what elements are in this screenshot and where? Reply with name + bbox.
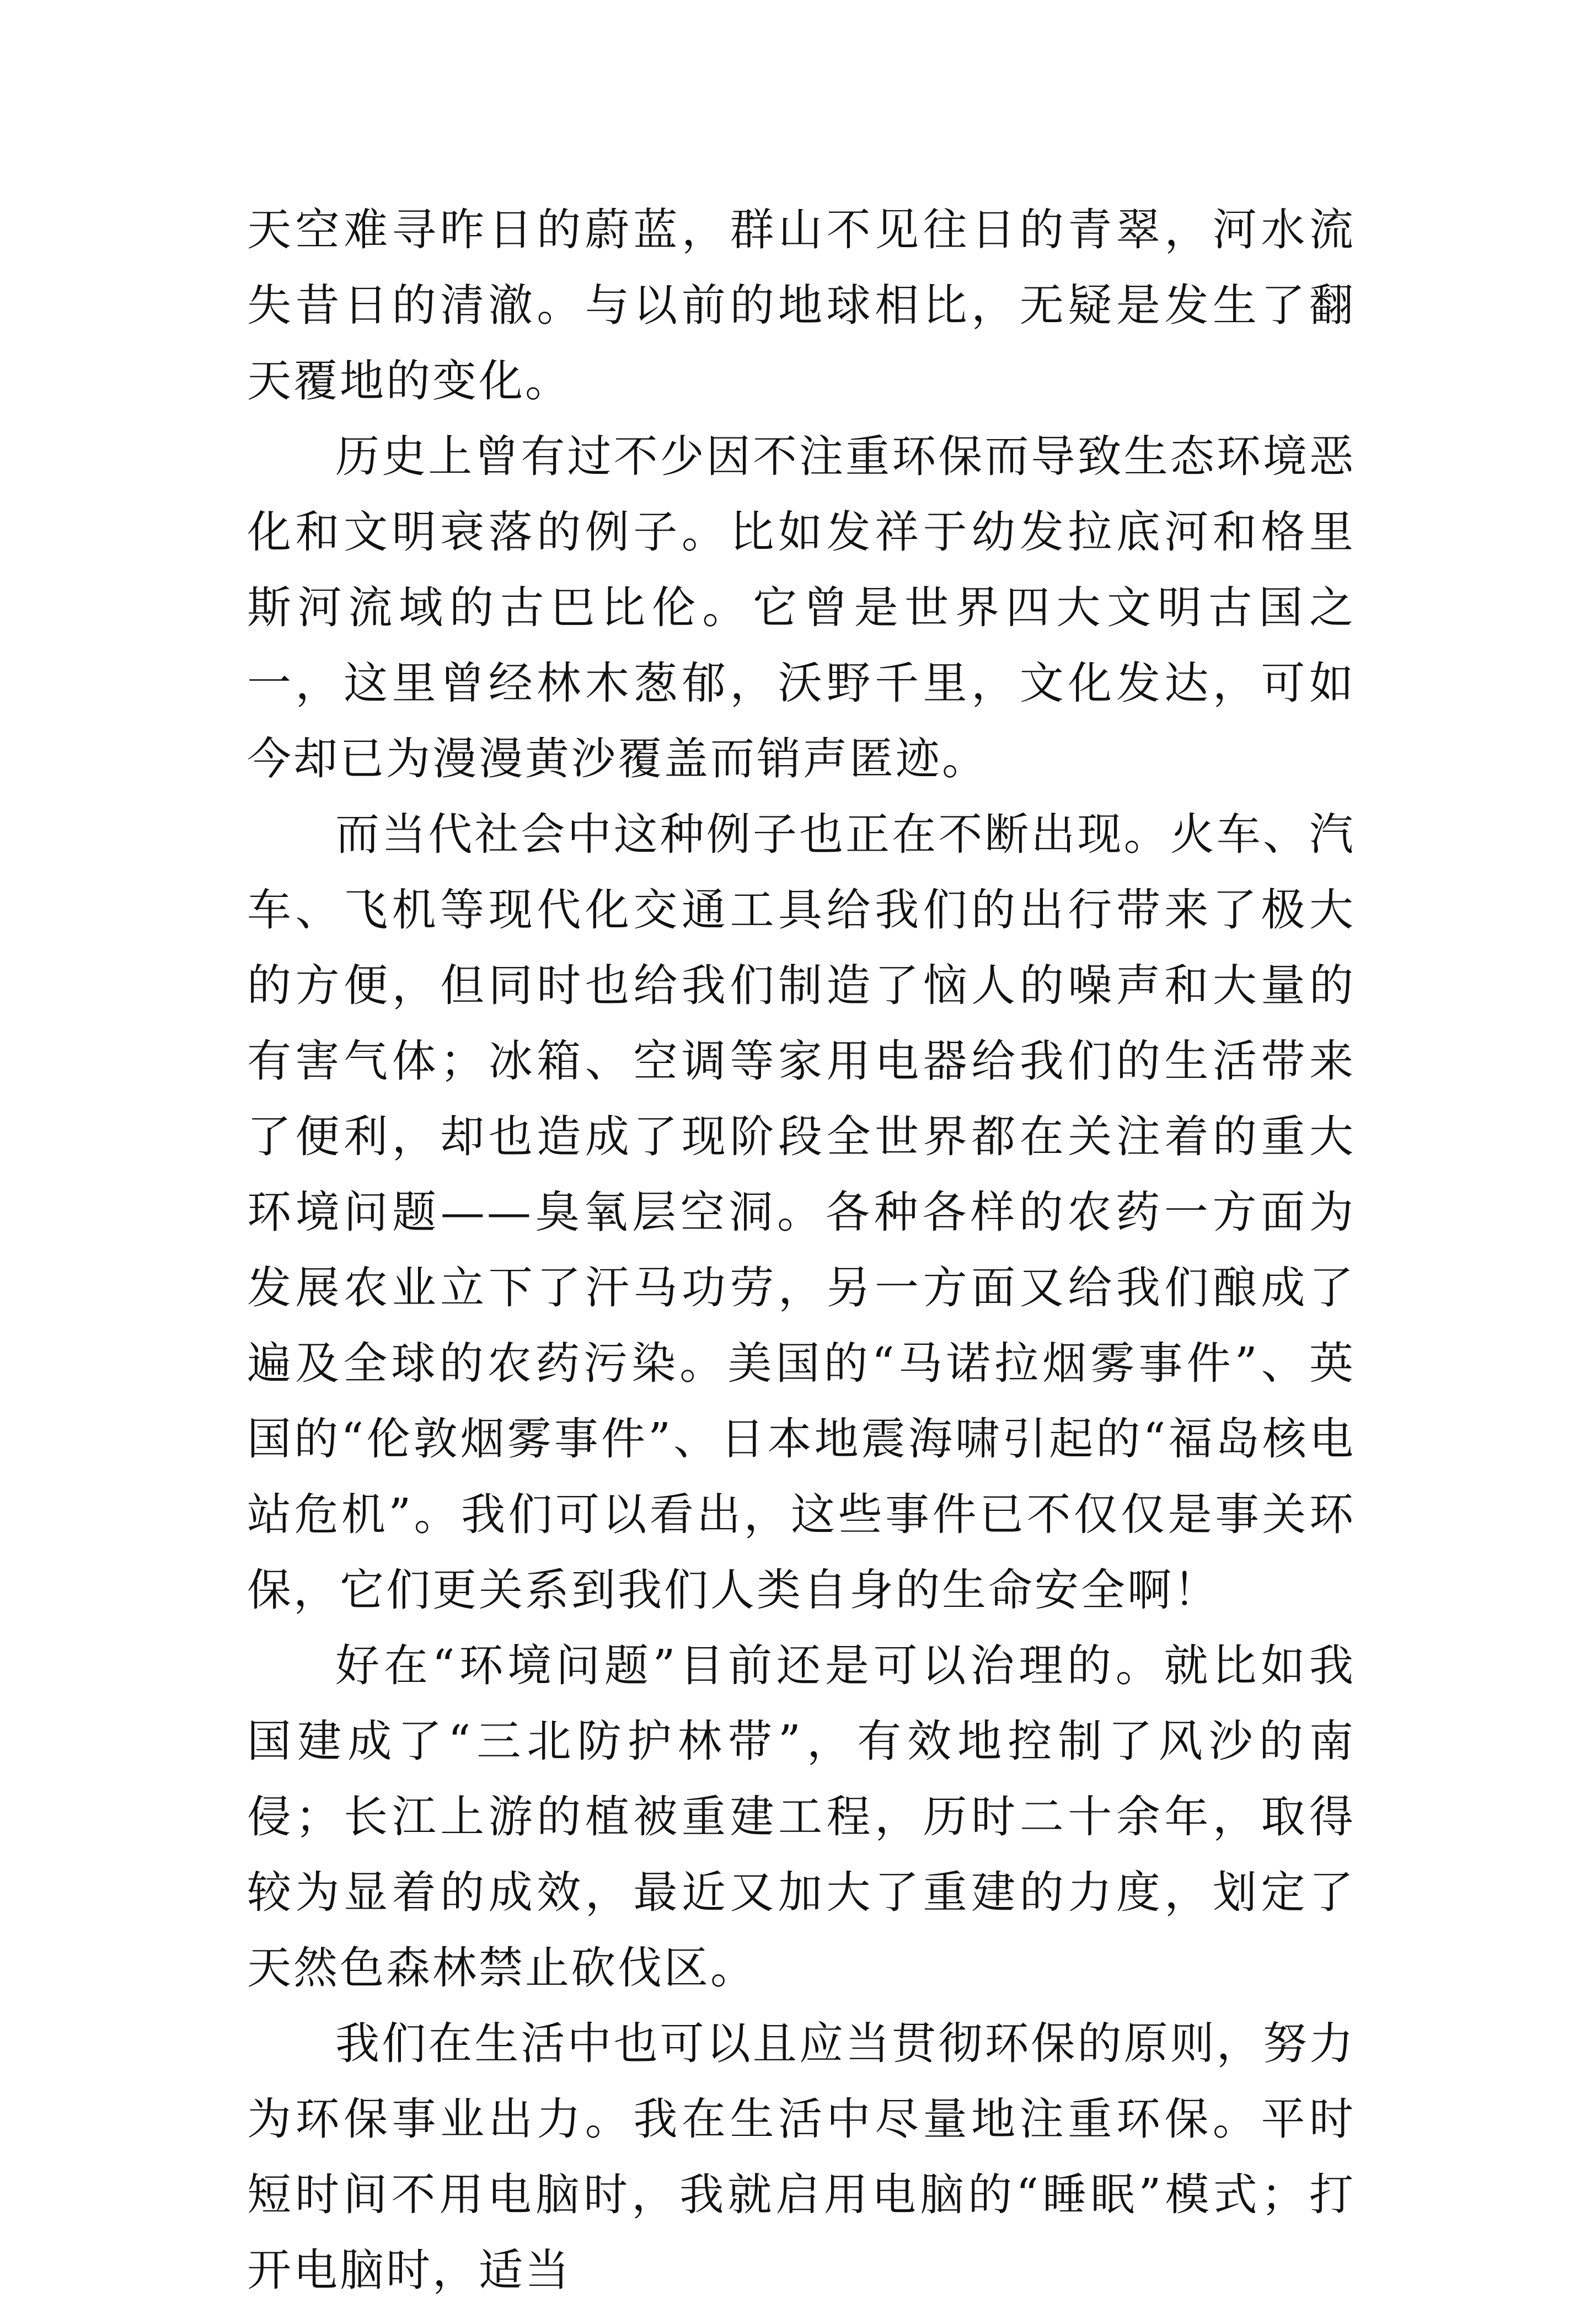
paragraph-5: 我们在生活中也可以且应当贯彻环保的原则，努力为环保事业出力。我在生活中尽量地注重环保。平时短时间不用电脑时，我就启用电脑的“睡眠”模式；打开电脑时，适当 xyxy=(247,2018,1356,2296)
paragraph-1: 天空难寻昨日的蔚蓝，群山不见往日的青翠，河水流失昔日的清澈。与以前的地球相比，无疑是发生了翻天覆地的变化。 xyxy=(247,204,1356,407)
paragraph-3: 而当代社会中这种例子也正在不断出现。火车、汽车、飞机等现代化交通工具给我们的出行带来了极大的方便，但同时也给我们制造了恼人的噪声和大量的有害气体；冰箱、空调等家用电器给我们的生活带来了便利，却也造成了现阶段全世界都在关注着的重大环境问题——臭氧层空洞。各种各样的农药一方面为发展农业立下了汗马功劳，另一方面又给我们酿成了遍及全球的农药污染。美国的“马诺拉烟雾事件”、英国的“伦敦烟雾事件”、日本地震海啸引起的“福岛核电站危机”。我们可以看出，这些事件已不仅仅是事关环保，它们更关系到我们人类自身的生命安全啊！ xyxy=(247,809,1356,1616)
document-body xyxy=(247,192,1356,2308)
paragraph-4: 好在“环境问题”目前还是可以治理的。就比如我国建成了“三北防护林带”，有效地控制了风沙的南侵；长江上游的植被重建工程，历时二十余年，取得较为显着的成效，最近又加大了重建的力度，划定了天然色森林禁止砍伐区。 xyxy=(247,1640,1356,1994)
paragraph-2: 历史上曾有过不少因不注重环保而导致生态环境恶化和文明衰落的例子。比如发祥于幼发拉底河和格里斯河流域的古巴比伦。它曾是世界四大文明古国之一，这里曾经林木葱郁，沃野千里，文化发达，可如今却已为漫漫黄沙覆盖而销声匿迹。 xyxy=(247,431,1356,784)
